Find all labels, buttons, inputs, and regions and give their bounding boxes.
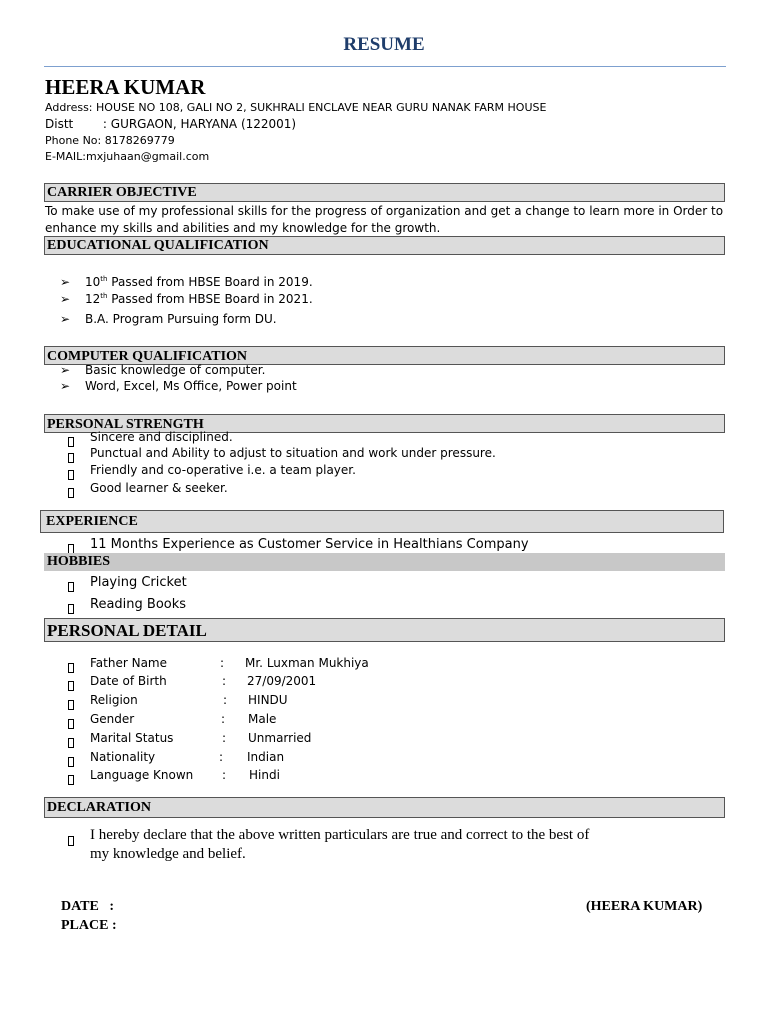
date-label: DATE : — [61, 899, 115, 914]
district-label: Distt — [45, 117, 74, 131]
experience-item: 11 Months Experience as Customer Service in Healthians Company — [90, 537, 529, 552]
hobby-item: Reading Books — [90, 597, 187, 612]
detail-value: Mr. Luxman Mukhiya — [245, 656, 369, 670]
detail-value: Indian — [247, 750, 285, 764]
detail-label: Nationality — [90, 750, 156, 764]
detail-value: Hindi — [249, 768, 280, 782]
detail-colon: : — [222, 674, 227, 688]
education-item: B.A. Program Pursuing form DU. — [85, 312, 277, 326]
section-heading: EXPERIENCE — [46, 514, 138, 529]
strength-item: Friendly and co-operative i.e. a team player. — [90, 463, 356, 477]
box-bullet-icon — [68, 752, 74, 771]
detail-value: Male — [248, 712, 277, 726]
box-bullet-icon — [68, 465, 74, 484]
box-bullet-icon — [68, 770, 74, 789]
box-bullet-icon — [68, 695, 74, 714]
box-bullet-icon — [68, 658, 74, 677]
section-declaration — [44, 797, 725, 818]
detail-label: Gender — [90, 712, 135, 726]
strength-item: Good learner & seeker. — [90, 481, 228, 495]
education-item: 12th Passed from HBSE Board in 2021. — [85, 292, 313, 306]
address-line: Address: HOUSE NO 108, GALI NO 2, SUKHRALI ENCLAVE NEAR GURU NANAK FARM HOUSE — [45, 101, 547, 114]
box-bullet-icon — [68, 733, 74, 752]
section-heading: HOBBIES — [47, 554, 111, 569]
detail-label: Date of Birth — [90, 674, 167, 688]
objective-line-2: enhance my skills and abilities and my knowledge for the growth. — [45, 221, 441, 235]
district-line — [45, 117, 296, 131]
detail-colon: : — [221, 712, 226, 726]
detail-colon: : — [223, 693, 228, 707]
detail-colon: : — [220, 656, 225, 670]
detail-colon: : — [222, 731, 227, 745]
hobby-item: Playing Cricket — [90, 575, 187, 590]
box-bullet-icon — [68, 831, 74, 850]
strength-item: Sincere and disciplined. — [90, 430, 233, 444]
section-heading: DECLARATION — [47, 800, 151, 815]
section-experience — [40, 510, 724, 533]
section-personal — [44, 618, 725, 642]
arrow-bullet-icon: ➢ — [60, 292, 71, 306]
declaration-line-2: my knowledge and belief. — [90, 846, 246, 862]
box-bullet-icon — [68, 676, 74, 695]
detail-label: Father Name — [90, 656, 167, 670]
phone-line: Phone No: 8178269779 — [45, 134, 175, 147]
detail-value: HINDU — [248, 693, 288, 707]
detail-label: Religion — [90, 693, 138, 707]
title-underline — [44, 66, 726, 67]
district-value: : GURGAON, HARYANA (122001) — [102, 117, 297, 131]
arrow-bullet-icon: ➢ — [60, 363, 71, 377]
box-bullet-icon — [68, 483, 74, 502]
objective-line-1: To make use of my professional skills for the progress of organization and get a change to learn more in Order to — [45, 204, 724, 218]
computer-item: Basic knowledge of computer. — [85, 363, 266, 377]
section-heading: CARRIER OBJECTIVE — [47, 185, 197, 200]
section-hobbies — [44, 553, 725, 571]
email-line: E-MAIL:mxjuhaan@gmail.com — [45, 150, 210, 163]
arrow-bullet-icon: ➢ — [60, 312, 71, 326]
arrow-bullet-icon: ➢ — [60, 275, 71, 289]
detail-colon: : — [219, 750, 224, 764]
detail-value: Unmarried — [248, 731, 312, 745]
strength-item: Punctual and Ability to adjust to situation and work under pressure. — [90, 446, 496, 460]
section-heading: EDUCATIONAL QUALIFICATION — [47, 238, 269, 253]
section-heading: COMPUTER QUALIFICATION — [47, 349, 248, 364]
computer-item: Word, Excel, Ms Office, Power point — [85, 379, 297, 393]
section-objective — [44, 183, 725, 202]
section-heading: PERSONAL STRENGTH — [47, 417, 204, 432]
place-label: PLACE : — [61, 918, 117, 933]
detail-label: Marital Status — [90, 731, 174, 745]
detail-colon: : — [222, 768, 227, 782]
section-heading: PERSONAL DETAIL — [47, 621, 207, 640]
signature-name: (HEERA KUMAR) — [586, 899, 703, 914]
page-title: RESUME — [343, 34, 425, 55]
candidate-name: HEERA KUMAR — [45, 75, 206, 99]
detail-value: 27/09/2001 — [247, 674, 317, 688]
arrow-bullet-icon: ➢ — [60, 379, 71, 393]
box-bullet-icon — [68, 577, 74, 596]
box-bullet-icon — [68, 714, 74, 733]
section-education — [44, 236, 725, 255]
detail-label: Language Known — [90, 768, 194, 782]
education-item: 10th Passed from HBSE Board in 2019. — [85, 275, 313, 289]
box-bullet-icon — [68, 599, 74, 618]
declaration-line-1: I hereby declare that the above written particulars are true and correct to the best of — [90, 827, 590, 843]
